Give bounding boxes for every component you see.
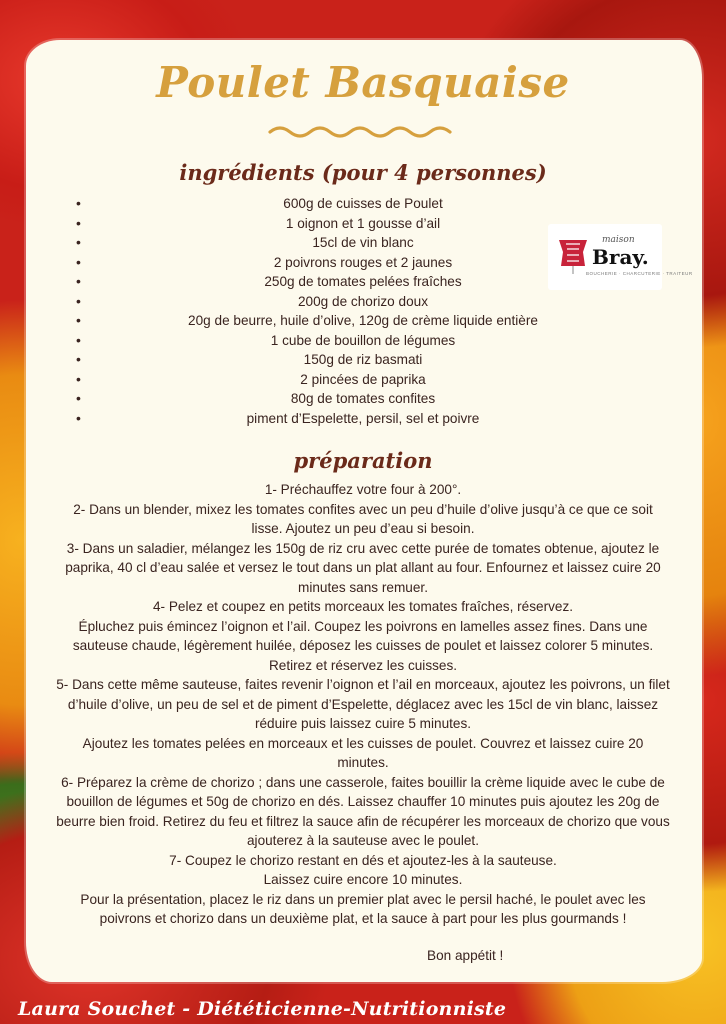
bullet-icon: • — [76, 234, 81, 250]
step-paragraph: 3- Dans un saladier, mélangez les 150g de riz cru avec cette purée de tomates obtenue, ajoutez le paprika, 40 cl d’eau salée et versez le tout dans un plat allant au four. Enfournez et laissez cuire 20 minutes sans remuer. — [65, 540, 661, 595]
title-wave-divider — [268, 124, 458, 140]
step-paragraph: 4- Pelez et coupez en petits morceaux les tomates fraîches, réservez. — [152, 599, 574, 614]
recipe-title: Poulet Basquaise — [156, 58, 570, 107]
bullet-icon: • — [76, 273, 81, 289]
ingredient-text: 1 cube de bouillon de légumes — [270, 332, 456, 348]
bullet-icon: • — [76, 409, 81, 426]
logo-maison-text: maison — [602, 235, 635, 245]
step-paragraph: Épluchez puis émincez l’oignon et l’ail. Coupez les poivrons en lamelles assez fines. Dans une sauteuse chaude, légèrement huilée, déposez les cuisses de poulet et laissez colorer 5 minutes. Retirez et réservez les cuisses. — [72, 618, 654, 673]
preparation-steps — [56, 480, 670, 929]
step-paragraph: 6- Préparez la crème de chorizo ; dans une casserole, faites bouillir la crème liquide avec le cube de bouillon de légumes et 50g de chorizo en dés. Laissez chauffer 10 minutes puis ajoutez les 20g de beurre bien froid. Retirez du feu et filtrez la sauce afin de récupérer les morceaux de chorizo que vous ajouterez à la sauteuse avec le poulet. — [56, 774, 670, 848]
bullet-icon: • — [76, 370, 81, 387]
ingredient-text: 15cl de vin blanc — [312, 235, 414, 250]
step-paragraph: 5- Dans cette même sauteuse, faites revenir l’oignon et l’ail en morceaux, ajoutez les poivrons, un filet d’huile d’olive, un peu de sel et de piment d’Espelette, déglacez avec les 15cl de vin blanc, laissez réduire puis laissez cuire 5 minutes. — [56, 677, 670, 731]
bullet-icon: • — [76, 331, 81, 348]
ingredient-item — [0, 389, 726, 409]
ingredient-text: 20g de beurre, huile d’olive, 120g de crème liquide entière — [188, 313, 538, 328]
ingredient-item — [0, 194, 726, 214]
logo-tagline: BOUCHERIE · CHARCUTERIE · TRAITEUR — [586, 271, 693, 276]
step-paragraph: Pour la présentation, placez le riz dans un premier plat avec le persil haché, le poulet avec les poivrons et chorizo dans un deuxième plat, et la sauce à part pour les plus gourmands ! — [80, 891, 646, 926]
ingredient-text: 200g de chorizo doux — [298, 293, 428, 309]
bullet-icon: • — [76, 351, 81, 367]
corset-icon — [556, 236, 590, 276]
step-paragraph: Laissez cuire encore 10 minutes. — [263, 872, 463, 887]
ingredient-item — [0, 350, 726, 370]
ingredient-text: 600g de cuisses de Poulet — [283, 196, 443, 211]
logo-brand-text: Bray. — [592, 245, 649, 269]
step-paragraph: 7- Coupez le chorizo restant en dés et ajoutez-les à la sauteuse. — [169, 852, 557, 868]
bullet-icon: • — [76, 312, 81, 328]
ingredient-text: piment d’Espelette, persil, sel et poivre — [246, 410, 480, 426]
author-signature: Laura Souchet - Diététicienne-Nutritionniste — [18, 998, 507, 1020]
ingredient-item — [0, 331, 726, 351]
ingredient-text: 250g de tomates pelées fraîches — [264, 274, 462, 289]
ingredient-item — [0, 409, 726, 429]
ingredient-item — [0, 370, 726, 390]
ingredient-text: 2 poivrons rouges et 2 jaunes — [273, 254, 453, 270]
bullet-icon: • — [76, 292, 81, 309]
bullet-icon: • — [76, 253, 81, 270]
ingredient-text: 1 oignon et 1 gousse d’ail — [285, 215, 441, 231]
step-paragraph: Ajoutez les tomates pelées en morceaux et les cuisses de poulet. Couvrez et laissez cuire 20 minutes. — [82, 735, 644, 770]
ingredients-heading: ingrédients (pour 4 personnes) — [179, 160, 547, 185]
ingredient-text: 80g de tomates confites — [290, 391, 436, 406]
step-paragraph: 2- Dans un blender, mixez les tomates confites avec un peu d’huile d’olive jusqu’à ce que ce soit lisse. Ajoutez un peu d’eau si besoin. — [73, 501, 653, 536]
bullet-icon: • — [76, 390, 81, 406]
ingredient-text: 150g de riz basmati — [303, 352, 423, 367]
preparation-heading: préparation — [293, 448, 433, 473]
closing-text: Bon appétit ! — [427, 948, 504, 963]
ingredient-text: 2 pincées de paprika — [300, 371, 426, 387]
bullet-icon: • — [76, 214, 81, 231]
ingredient-item — [0, 292, 726, 312]
maison-bray-logo — [548, 224, 693, 290]
step-paragraph: 1- Préchauffez votre four à 200°. — [264, 482, 462, 497]
bullet-icon: • — [76, 195, 81, 211]
ingredient-item — [0, 311, 726, 331]
